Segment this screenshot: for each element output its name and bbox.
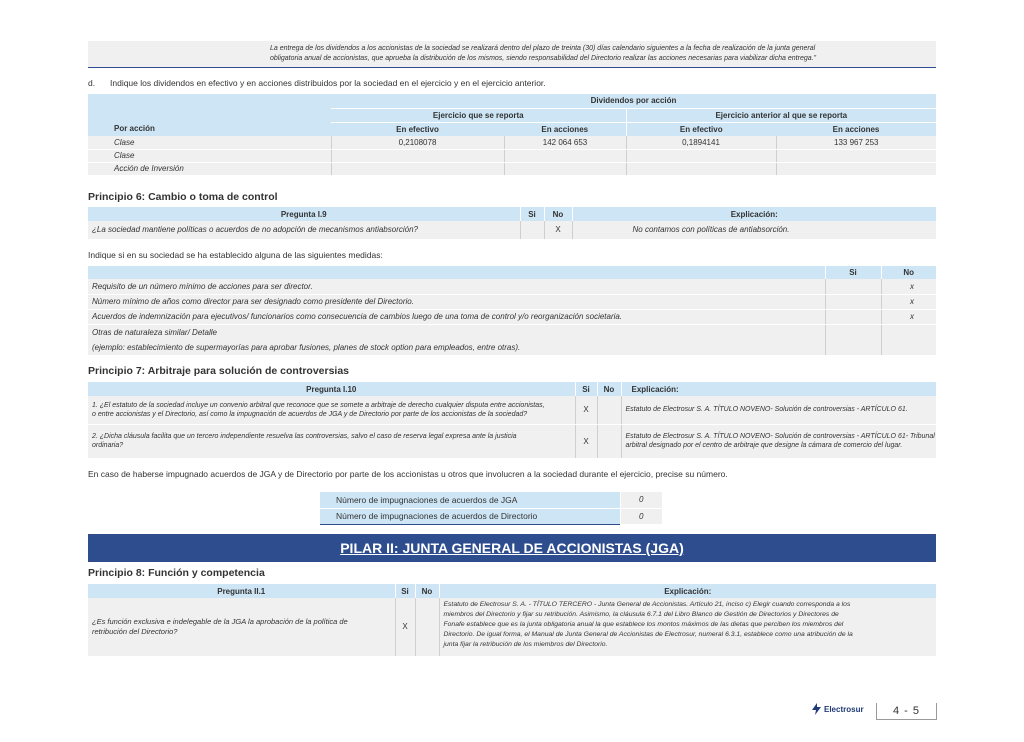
top-quote-line-2: obligatoria anual de accionistas, que aprueba la distribución de los mismos, siendo responsabilidad del Directorio realizar las acciones necesarias para viabilizar dicha entrega.” <box>270 55 816 62</box>
principle8-table <box>88 584 936 657</box>
table-row <box>88 598 936 656</box>
cell-value <box>504 162 626 175</box>
row-label: Clase <box>88 149 331 162</box>
cell-value <box>331 149 504 162</box>
cell-value <box>626 149 776 162</box>
col-shares-current: En acciones <box>504 122 626 136</box>
pillar2-banner <box>88 534 936 562</box>
question-text <box>88 598 395 656</box>
footer-brand <box>812 703 864 715</box>
question-line-1: 1. ¿El estatuto de la sociedad incluye un convenio arbitral que reconoce que se somete a arbitraje de derecho cualquier disputa entre accionistas, <box>92 401 545 409</box>
challenges-intro: En caso de haberse impugnado acuerdos de JGA y de Directorio por parte de los accionistas u otros que involucren a la sociedad durante el ejercicio, precise su número. <box>88 469 728 479</box>
challenge-value: 0 <box>620 492 662 508</box>
question-text <box>88 396 575 424</box>
measures-header-blank <box>88 266 825 279</box>
table-row <box>88 294 936 309</box>
explanation-line-2: miembros del Directorio y fijar su retribución. Asimismo, la cláusula 6.7.1 del Libro Blanco de Gestión de Directorios y Directores de <box>443 611 839 618</box>
explanation-text <box>621 424 936 458</box>
principle7-table <box>88 382 936 459</box>
principle7-title: Principio 7: Arbitraje para solución de controversias <box>88 365 350 377</box>
cell-value: 142 064 653 <box>504 136 626 149</box>
question-line-2: retribución del Directorio? <box>92 626 178 636</box>
dividends-title: Dividendos por acción <box>331 94 936 108</box>
table-row <box>88 162 936 175</box>
challenge-label: Número de impugnaciones de acuerdos de Directorio <box>320 508 620 524</box>
cell-value: 0,2108078 <box>331 136 504 149</box>
other-measures-line-1: Otras de naturaleza similar/ Detalle <box>92 327 217 337</box>
measures-intro: Indique si en su sociedad se ha establecido alguna de las siguientes medidas: <box>88 250 383 260</box>
explanation-text: No contamos con políticas de antiabsorción. <box>572 221 936 239</box>
period-previous-header: Ejercicio anterior al que se reporta <box>626 108 936 122</box>
measure-text: Acuerdos de indemnización para ejecutivos/ funcionarios como consecuencia de cambios luego de una toma de control y/o reorganización societaria. <box>88 309 825 324</box>
page-number-box <box>876 703 937 720</box>
other-measures <box>88 324 825 355</box>
explanation-line-4: Directorio. De igual forma, el Manual de Junta General de Accionistas de Electrosur, numeral 6.3.1, establece como una atribución de la <box>443 631 853 638</box>
question-text <box>88 424 575 458</box>
no-value <box>881 324 936 355</box>
item-d-letter: d. <box>88 78 96 88</box>
challenges-table <box>320 492 662 525</box>
explanation-line-1: Estatuto de Electrosur S. A. - TÍTULO TERCERO - Junta General de Accionistas. Artículo 21, inciso c) Elegir cuando corresponda a los <box>443 601 851 608</box>
no-value <box>415 598 439 656</box>
no-value <box>597 396 621 424</box>
si-value <box>520 221 544 239</box>
other-measures-line-2: (ejemplo: establecimiento de supermayorías para aprobar fusiones, planes de stock option para empleados, entre otras). <box>92 342 521 352</box>
explanation-line-2: arbitral designado por el centro de arbitraje que designe la cámara de comercio del lugar. <box>625 442 903 449</box>
principle6-table <box>88 207 936 240</box>
explanation-text <box>439 598 936 656</box>
si-header: Si <box>395 584 415 598</box>
table-row <box>88 324 936 355</box>
table-row <box>320 508 662 524</box>
explanation-header: Explicación: <box>439 584 936 598</box>
table-row <box>88 136 936 149</box>
table-row <box>88 309 936 324</box>
table-row <box>320 492 662 508</box>
si-value <box>825 324 881 355</box>
cell-value <box>776 162 936 175</box>
si-header: Si <box>575 382 597 396</box>
table-row <box>88 279 936 294</box>
no-value: x <box>881 294 936 309</box>
no-value <box>597 424 621 458</box>
lightning-bolt-icon <box>812 703 821 715</box>
no-header: No <box>881 266 936 279</box>
explanation-header: Explicación: <box>572 207 936 221</box>
question-header: Pregunta I.10 <box>88 382 575 396</box>
page-number: 4 - 5 <box>892 705 920 717</box>
si-value <box>825 279 881 294</box>
no-header: No <box>597 382 621 396</box>
measure-text: Número mínimo de años como director para ser designado como presidente del Directorio. <box>88 294 825 309</box>
si-value: X <box>575 396 597 424</box>
col-cash-current: En efectivo <box>331 122 504 136</box>
principle6-title: Principio 6: Cambio o toma de control <box>88 191 278 203</box>
question-line-2: o entre accionistas y el Directorio, así como la impugnación de acuerdos de JGA y de Directorio por parte de los accionistas de la sociedad? <box>92 410 528 418</box>
question-text: ¿La sociedad mantiene políticas o acuerdos de no adopción de mecanismos antiabsorción? <box>88 221 520 239</box>
question-line-1: ¿Es función exclusiva e indelegable de la JGA la aprobación de la política de <box>92 616 348 626</box>
col-shares-previous: En acciones <box>776 122 936 136</box>
explanation-line-1: Estatuto de Electrosur S. A. TÍTULO NOVENO- Solución de controversias - ARTÍCULO 61. <box>625 406 908 414</box>
period-current-header: Ejercicio que se reporta <box>331 108 626 122</box>
explanation-line-3: Fonafe establece que es la junta obligatoria anual la que establece los montos máximos de las dietas que perciben los miembros del <box>443 621 844 628</box>
measures-table <box>88 266 936 356</box>
measure-text: Requisito de un número mínimo de acciones para ser director. <box>88 279 825 294</box>
row-label: Clase <box>88 136 331 149</box>
row-label: Acción de Inversión <box>88 162 331 175</box>
principle8-title: Principio 8: Función y competencia <box>88 567 265 579</box>
dividends-table <box>88 94 936 176</box>
explanation-line-5: junta fijar la retribución de los miembros del Directorio. <box>443 641 608 648</box>
col-cash-previous: En efectivo <box>626 122 776 136</box>
si-value <box>825 294 881 309</box>
no-header: No <box>544 207 572 221</box>
explanation-header <box>621 382 936 396</box>
challenge-value: 0 <box>620 508 662 524</box>
table-row <box>88 424 936 458</box>
explanation-header-label: Explicación: <box>631 384 679 394</box>
question-header: Pregunta II.1 <box>88 584 395 598</box>
challenge-label: Número de impugnaciones de acuerdos de JGA <box>320 492 620 508</box>
no-value: X <box>544 221 572 239</box>
table-row <box>88 396 936 424</box>
dividends-corner <box>88 94 331 136</box>
cell-value: 133 967 253 <box>776 136 936 149</box>
table-row <box>88 149 936 162</box>
explanation-line-1: Estatuto de Electrosur S. A. TÍTULO NOVENO- Solución de controversias - ARTÍCULO 61- Tribunal <box>625 433 935 440</box>
si-value <box>825 309 881 324</box>
brand-name: Electrosur <box>824 704 864 714</box>
si-header: Si <box>520 207 544 221</box>
no-header: No <box>415 584 439 598</box>
cell-value <box>331 162 504 175</box>
dividends-row-header: Por acción <box>114 124 155 133</box>
si-header: Si <box>825 266 881 279</box>
item-d-text: Indique los dividendos en efectivo y en acciones distribuidos por la sociedad en el ejercicio y en el ejercicio anterior. <box>110 78 546 88</box>
explanation-text <box>621 396 936 424</box>
question-line-2: ordinaria? <box>92 442 124 449</box>
question-line-1: 2. ¿Dicha cláusula facilita que un tercero independiente resuelva las controversias, salvo el caso de reserva legal expresa ante la justicia <box>92 433 517 440</box>
cell-value: 0,1894141 <box>626 136 776 149</box>
no-value: x <box>881 279 936 294</box>
si-value: X <box>575 424 597 458</box>
top-quote-line-1: La entrega de los dividendos a los accionistas de la sociedad se realizará dentro del plazo de treinta (30) días calendario siguientes a la fecha de realización de la junta general <box>270 45 816 52</box>
top-quote-box <box>88 41 936 68</box>
cell-value <box>776 149 936 162</box>
table-row <box>88 221 936 239</box>
no-value: x <box>881 309 936 324</box>
question-header: Pregunta I.9 <box>88 207 520 221</box>
cell-value <box>504 149 626 162</box>
cell-value <box>626 162 776 175</box>
pillar2-banner-text: PILAR II: JUNTA GENERAL DE ACCIONISTAS (JGA) <box>340 540 684 556</box>
si-value: X <box>395 598 415 656</box>
